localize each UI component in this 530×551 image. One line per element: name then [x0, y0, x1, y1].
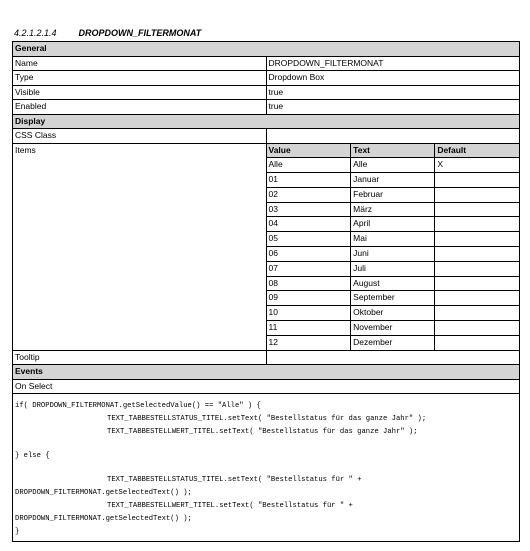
event-code-block: [13, 394, 520, 542]
code-blank-line: [15, 439, 517, 450]
items-cell-value: [435, 276, 519, 291]
code-line: DROPDOWN_FILTERMONAT.getSelectedText() );: [15, 515, 192, 524]
event-code-row: [13, 394, 520, 542]
items-cell-value: 04: [267, 217, 351, 232]
property-key: Tooltip: [13, 350, 267, 365]
section-row-display: [13, 114, 520, 129]
items-row: [267, 232, 520, 247]
items-cell-value: 05: [267, 232, 351, 247]
items-cell-value: August: [351, 276, 435, 291]
spec-table: [12, 41, 520, 542]
property-value: [266, 129, 520, 144]
property-value: DROPDOWN_FILTERMONAT: [266, 56, 520, 71]
items-cell-value: [435, 306, 519, 321]
items-cell-value: Juli: [351, 261, 435, 276]
section-heading: [14, 28, 201, 38]
items-row: [267, 261, 520, 276]
code-line: DROPDOWN_FILTERMONAT.getSelectedText() );: [15, 489, 192, 498]
items-cell-value: [435, 291, 519, 306]
items-cell-value: Januar: [351, 173, 435, 188]
items-cell-value: April: [351, 217, 435, 232]
code-line: TEXT_TABBESTELLSTATUS_TITEL.setText( "Bestellstatus für " +: [107, 476, 362, 485]
property-row: [13, 85, 520, 100]
property-key: CSS Class: [13, 129, 267, 144]
property-value: true: [266, 100, 520, 115]
items-cell-value: 10: [267, 306, 351, 321]
items-row: [267, 291, 520, 306]
event-on-select-label: On Select: [13, 379, 520, 394]
property-key: Enabled: [13, 100, 267, 115]
property-value: true: [266, 85, 520, 100]
items-cell-value: [435, 187, 519, 202]
items-cell-value: Dezember: [351, 335, 435, 349]
items-cell: [266, 143, 520, 350]
property-value: Dropdown Box: [266, 71, 520, 86]
items-cell-value: [435, 202, 519, 217]
code-line: TEXT_TABBESTELLWERT_TITEL.setText( "Bestellstatus für das ganze Jahr" );: [107, 428, 418, 437]
property-row: [13, 129, 520, 144]
items-cell-value: Juni: [351, 247, 435, 262]
code-line: if( DROPDOWN_FILTERMONAT.getSelectedValue() == "Alle" ) {: [15, 402, 261, 411]
section-title: DROPDOWN_FILTERMONAT: [78, 28, 202, 38]
items-column-header: Text: [351, 144, 435, 158]
items-row: [267, 276, 520, 291]
items-row: [267, 217, 520, 232]
property-key: Items: [13, 143, 267, 350]
items-cell-value: Alle: [351, 158, 435, 173]
items-cell-value: [435, 217, 519, 232]
items-cell-value: X: [435, 158, 519, 173]
items-cell-value: Februar: [351, 187, 435, 202]
items-row: [267, 247, 520, 262]
items-cell-value: [435, 173, 519, 188]
items-cell-value: 06: [267, 247, 351, 262]
items-cell-value: [435, 247, 519, 262]
items-row: [267, 321, 520, 336]
property-value: [266, 350, 520, 365]
property-row: [13, 100, 520, 115]
code-line: } else {: [15, 452, 50, 461]
items-cell-value: 01: [267, 173, 351, 188]
section-row-events: [13, 365, 520, 380]
items-cell-value: Oktober: [351, 306, 435, 321]
items-cell-value: [435, 261, 519, 276]
items-row: [267, 187, 520, 202]
items-column-header: Value: [267, 144, 351, 158]
items-cell-value: Alle: [267, 158, 351, 173]
code-blank-line: [15, 463, 517, 474]
property-key: Name: [13, 56, 267, 71]
items-cell-value: September: [351, 291, 435, 306]
items-table: [267, 144, 520, 350]
section-display: Display: [13, 114, 520, 129]
items-row: [267, 202, 520, 217]
items-cell-value: 08: [267, 276, 351, 291]
code-line: TEXT_TABBESTELLSTATUS_TITEL.setText( "Bestellstatus für das ganze Jahr" );: [107, 415, 427, 424]
section-row-general: [13, 42, 520, 57]
items-row: [267, 173, 520, 188]
event-row: [13, 379, 520, 394]
items-cell-value: 03: [267, 202, 351, 217]
items-cell-value: 07: [267, 261, 351, 276]
property-row: [13, 71, 520, 86]
code-line: TEXT_TABBESTELLWERT_TITEL.setText( "Bestellstatus für " +: [107, 502, 353, 511]
items-cell-value: 02: [267, 187, 351, 202]
items-row: [267, 335, 520, 349]
property-row-items: [13, 143, 520, 350]
items-row: [267, 158, 520, 173]
items-cell-value: 12: [267, 335, 351, 349]
items-cell-value: 09: [267, 291, 351, 306]
property-key: Type: [13, 71, 267, 86]
property-row: [13, 350, 520, 365]
items-cell-value: [435, 232, 519, 247]
section-general: General: [13, 42, 520, 57]
items-header-row: [267, 144, 520, 158]
items-cell-value: 11: [267, 321, 351, 336]
items-row: [267, 306, 520, 321]
section-events: Events: [13, 365, 520, 380]
section-number: 4.2.1.2.1.4: [14, 28, 57, 38]
property-key: Visible: [13, 85, 267, 100]
items-cell-value: März: [351, 202, 435, 217]
items-column-header: Default: [435, 144, 519, 158]
items-cell-value: Mai: [351, 232, 435, 247]
property-row: [13, 56, 520, 71]
items-cell-value: [435, 335, 519, 349]
items-cell-value: November: [351, 321, 435, 336]
code-line: }: [15, 528, 20, 537]
items-cell-value: [435, 321, 519, 336]
